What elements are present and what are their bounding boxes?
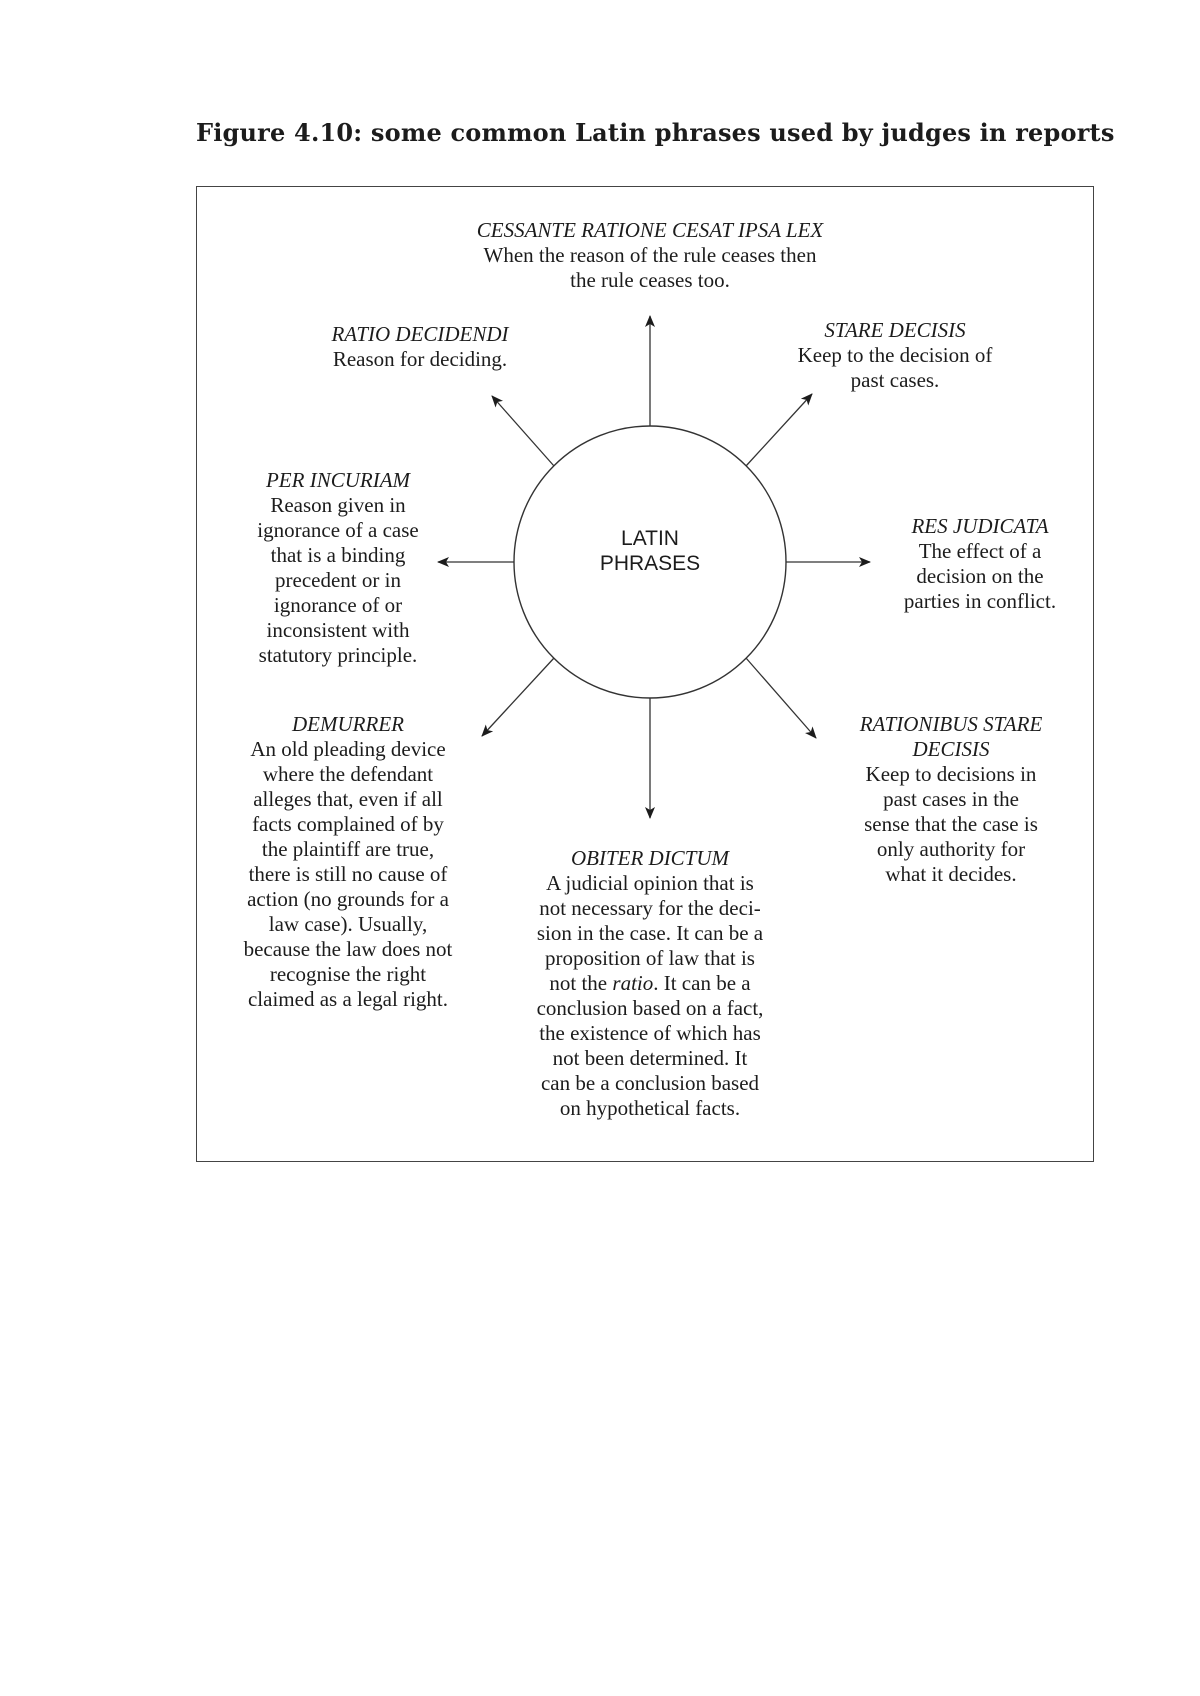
def-line: statutory principle. bbox=[258, 643, 418, 667]
term-ratio-decidendi: RATIO DECIDENDI bbox=[331, 322, 509, 346]
def-line: past cases. bbox=[850, 368, 940, 392]
def-line: The effect of a bbox=[918, 539, 1042, 563]
def-line: proposition of law that is bbox=[545, 946, 755, 970]
def-line: sense that the case is bbox=[864, 812, 1038, 836]
node-rationibus-stare-decisis bbox=[836, 712, 1066, 887]
ratio-suffix: . It can be a bbox=[653, 971, 751, 995]
arrow-upper-right bbox=[746, 394, 812, 466]
term-rationibus-stare-decisis: DECISIS bbox=[912, 737, 990, 761]
def-line: Reason for deciding. bbox=[332, 347, 508, 371]
def-line: claimed as a legal right. bbox=[247, 987, 448, 1011]
def-line: there is still no cause of bbox=[248, 862, 448, 886]
term-per-incuriam: PER INCURIAM bbox=[265, 468, 411, 492]
def-line: When the reason of the rule ceases then bbox=[483, 243, 817, 267]
def-line: what it decides. bbox=[885, 862, 1017, 886]
def-line: can be a conclusion based bbox=[540, 1071, 760, 1095]
node-ratio-decidendi bbox=[300, 322, 540, 372]
def-line: action (no grounds for a bbox=[247, 887, 449, 911]
node-cessante-ratione bbox=[430, 218, 870, 293]
def-line: sion in the case. It can be a bbox=[536, 921, 764, 945]
node-demurrer bbox=[218, 712, 478, 1012]
term-obiter-dictum: OBITER DICTUM bbox=[570, 846, 730, 870]
def-line: Reason given in bbox=[270, 493, 406, 517]
def-line: past cases in the bbox=[883, 787, 1019, 811]
def-line: alleges that, even if all bbox=[253, 787, 443, 811]
def-line: not necessary for the deci- bbox=[539, 896, 761, 920]
term-stare-decisis: STARE DECISIS bbox=[824, 318, 966, 342]
center-label-line1: LATIN bbox=[621, 527, 679, 550]
def-line: where the defendant bbox=[262, 762, 434, 786]
def-line: law case). Usually, bbox=[268, 912, 428, 936]
node-stare-decisis bbox=[770, 318, 1020, 393]
def-line-ratio bbox=[510, 971, 790, 996]
arrow-lower-left bbox=[482, 658, 554, 736]
def-line: the existence of which has bbox=[539, 1021, 761, 1045]
def-line: ignorance of or bbox=[273, 593, 403, 617]
def-line: that is a binding bbox=[270, 543, 406, 567]
node-res-judicata bbox=[880, 514, 1080, 614]
def-line: Keep to the decision of bbox=[797, 343, 993, 367]
def-line: only authority for bbox=[876, 837, 1026, 861]
term-cessante-ratione: CESSANTE RATIONE CESAT IPSA LEX bbox=[476, 218, 824, 242]
def-line: parties in conflict. bbox=[903, 589, 1057, 613]
def-line: A judicial opinion that is bbox=[546, 871, 754, 895]
node-obiter-dictum bbox=[510, 846, 790, 1121]
def-line: because the law does not bbox=[243, 937, 453, 961]
term-rationibus-stare-decisis: RATIONIBUS STARE bbox=[859, 712, 1043, 736]
def-line: the rule ceases too. bbox=[570, 268, 730, 292]
center-label-line2: PHRASES bbox=[599, 552, 701, 575]
def-line: facts complained of by bbox=[252, 812, 444, 836]
term-res-judicata: RES JUDICATA bbox=[911, 514, 1049, 538]
def-line: decision on the bbox=[916, 564, 1044, 588]
def-line: inconsistent with bbox=[266, 618, 410, 642]
ratio-prefix: not the bbox=[549, 971, 613, 995]
term-demurrer: DEMURRER bbox=[292, 712, 404, 736]
def-line: not been determined. It bbox=[552, 1046, 748, 1070]
figure-title: Figure 4.10: some common Latin phrases used by judges in reports bbox=[196, 118, 1115, 147]
def-line: ignorance of a case bbox=[257, 518, 419, 542]
arrow-lower-right bbox=[746, 658, 816, 738]
def-line: conclusion based on a fact, bbox=[536, 996, 764, 1020]
def-line: the plaintiff are true, bbox=[261, 837, 435, 861]
def-line: precedent or in bbox=[275, 568, 401, 592]
def-line: recognise the right bbox=[269, 962, 427, 986]
arrow-upper-left bbox=[492, 396, 554, 466]
def-line: Keep to decisions in bbox=[865, 762, 1037, 786]
node-per-incuriam bbox=[228, 468, 448, 668]
center-label bbox=[590, 526, 710, 576]
ratio-word: ratio bbox=[612, 971, 654, 995]
def-line: on hypothetical facts. bbox=[559, 1096, 741, 1120]
def-line: An old pleading device bbox=[250, 737, 446, 761]
